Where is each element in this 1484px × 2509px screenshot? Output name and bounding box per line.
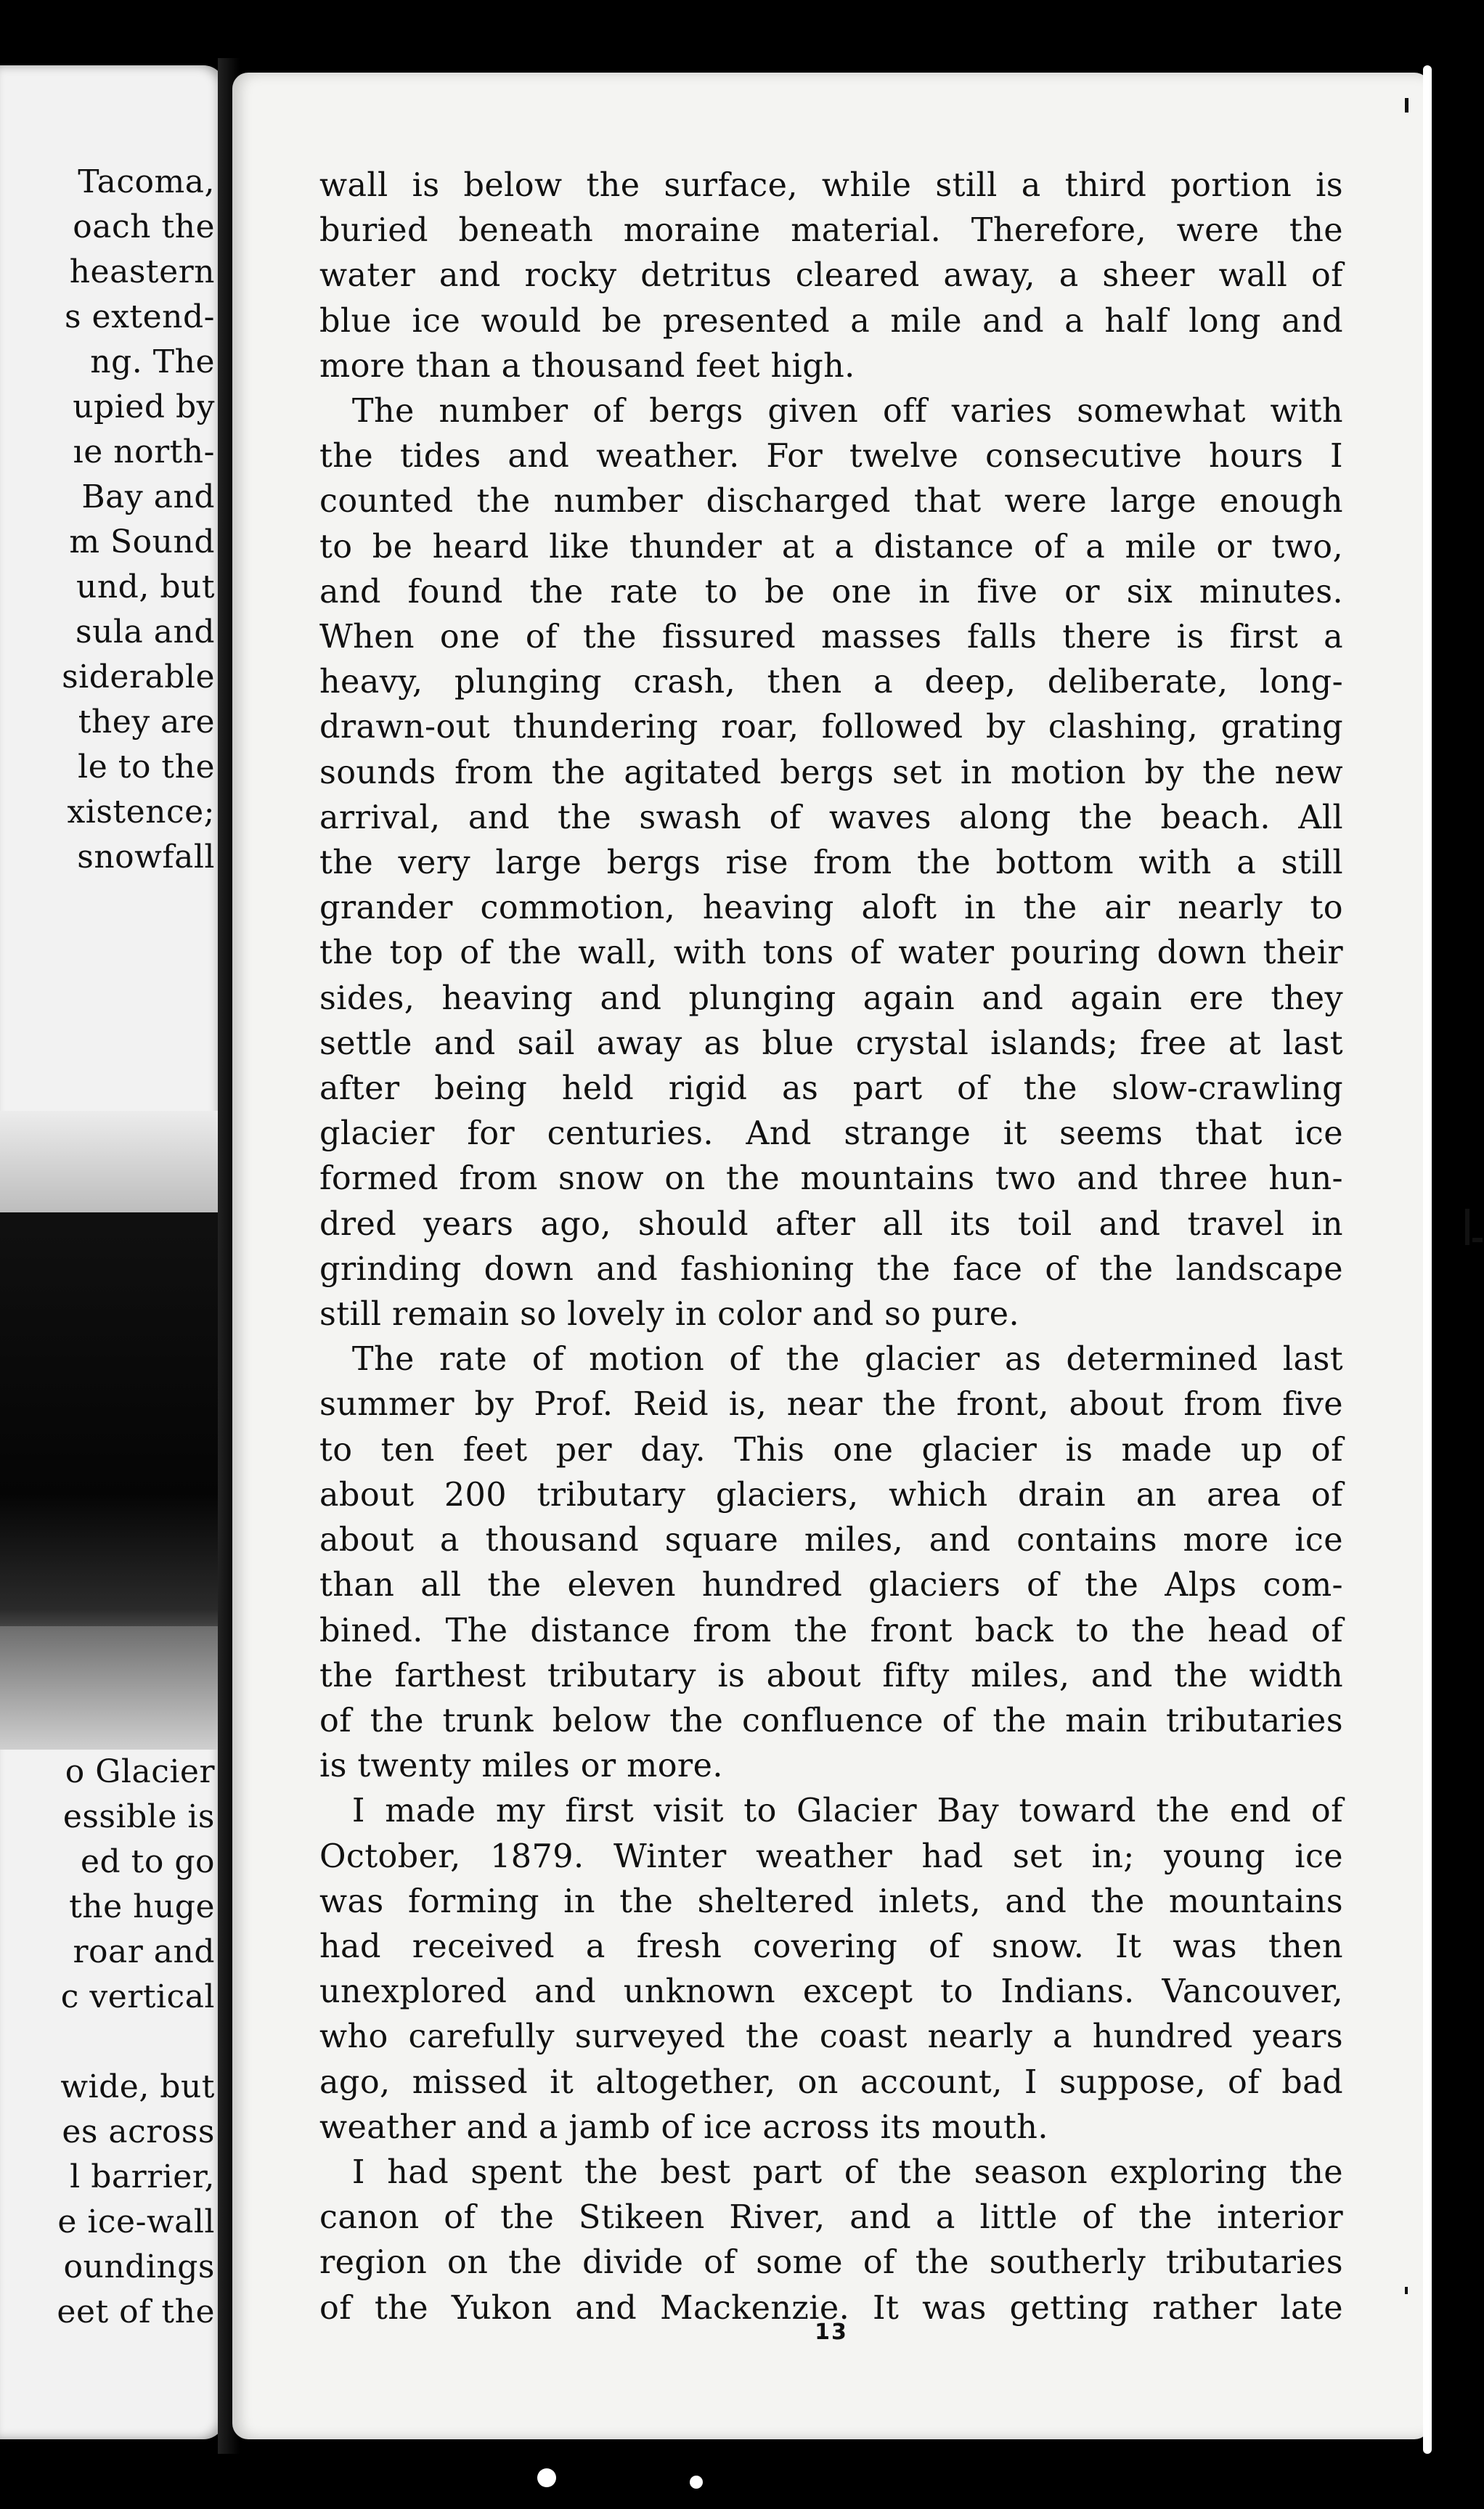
text-line: who carefully surveyed the coast nearly a hundred years — [319, 2018, 1343, 2056]
text-line: oundings — [63, 2248, 215, 2285]
text-line: ıe north- — [73, 433, 215, 470]
text-line: I had spent the best part of the season exploring the — [319, 2153, 1343, 2191]
text-line: the top of the wall, with tons of water pouring down their — [319, 934, 1343, 972]
text-line: after being held rigid as part of the slow-crawling — [319, 1070, 1343, 1108]
body-text — [319, 163, 1343, 2331]
photo-sky — [0, 1111, 218, 1212]
text-line: sula and — [76, 613, 215, 650]
text-line: When one of the fissured masses falls there is first a — [319, 619, 1343, 656]
text-line: grander commotion, heaving aloft in the air nearly to — [319, 889, 1343, 927]
text-line: dred years ago, should after all its toil and travel in — [319, 1205, 1343, 1243]
text-line: und, but — [76, 568, 215, 605]
text-line: sounds from the agitated bergs set in motion by the new — [319, 754, 1343, 791]
text-line: and found the rate to be one in five or six minutes. — [319, 573, 1343, 611]
glacier-photograph — [0, 1111, 218, 1750]
text-line: Tacoma, — [78, 163, 215, 200]
text-line: wall is below the surface, while still a third portion is — [319, 167, 1343, 204]
text-line: ng. The — [90, 343, 215, 380]
text-line: glacier for centuries. And strange it seems that ice — [319, 1115, 1343, 1153]
text-line: snowfall — [77, 839, 215, 876]
text-line: still remain so lovely in color and so pure. — [319, 1296, 1020, 1334]
text-line: to be heard like thunder at a distance of a mile or two, — [319, 528, 1343, 566]
right-page — [232, 73, 1430, 2439]
text-line: ed to go — [80, 1843, 215, 1880]
text-line: m Sound — [69, 523, 215, 560]
text-line: the huge — [69, 1888, 215, 1925]
left-page — [0, 65, 225, 2439]
text-line: weather and a jamb of ice across its mouth. — [319, 2108, 1048, 2146]
text-line: upied by — [73, 388, 215, 425]
photo-water — [0, 1626, 218, 1750]
text-line: of the Yukon and Mackenzie. It was getting rather late — [319, 2289, 1343, 2327]
text-line: had received a fresh covering of snow. It was then — [319, 1927, 1343, 1965]
text-line: l barrier, — [70, 2158, 215, 2195]
text-line: ago, missed it altogether, on account, I suppose, of bad — [319, 2063, 1343, 2101]
margin-mark — [1405, 98, 1408, 113]
text-line: blue ice would be presented a mile and a half long and — [319, 302, 1343, 340]
margin-mark — [1465, 1209, 1469, 1245]
text-line: heavy, plunging crash, then a deep, deliberate, long- — [319, 664, 1343, 701]
text-line: s extend- — [64, 298, 215, 335]
text-line: formed from snow on the mountains two and three hun- — [319, 1160, 1343, 1198]
margin-mark — [1405, 2287, 1408, 2294]
text-line: es across — [62, 2113, 215, 2150]
text-line: water and rocky detritus cleared away, a sheer wall of — [319, 257, 1343, 295]
text-line: about a thousand square miles, and contains more ice — [319, 1522, 1343, 1559]
text-line: sides, heaving and plunging again and again ere they — [319, 979, 1343, 1017]
text-line: roar and — [73, 1933, 215, 1970]
text-line: about 200 tributary glaciers, which drain an area of — [319, 1476, 1343, 1514]
text-line: bined. The distance from the front back to the head of — [319, 1612, 1343, 1649]
text-line: eet of the — [57, 2293, 215, 2330]
text-line: le to the — [78, 748, 215, 786]
text-line: c vertical — [60, 1978, 215, 2015]
margin-mark — [1472, 1238, 1483, 1242]
text-line: of the trunk below the confluence of the main tributaries — [319, 1702, 1343, 1739]
text-line: essible is — [62, 1798, 215, 1835]
text-line: to ten feet per day. This one glacier is made up of — [319, 1431, 1343, 1469]
text-line: settle and sail away as blue crystal islands; free at last — [319, 1024, 1343, 1062]
text-line: oach the — [73, 208, 215, 245]
text-line: wide, but — [60, 2068, 215, 2105]
text-line: region on the divide of some of the southerly tributaries — [319, 2244, 1343, 2282]
page-edge — [1423, 65, 1432, 2454]
text-line: unexplored and unknown except to Indians. Vancouver, — [319, 1973, 1343, 2011]
text-line: siderable — [62, 658, 215, 695]
text-line: summer by Prof. Reid is, near the front, about from five — [319, 1386, 1343, 1424]
text-line: is twenty miles or more. — [319, 1747, 723, 1785]
text-line: the very large bergs rise from the bottom with a still — [319, 844, 1343, 882]
text-line: was forming in the sheltered inlets, and the mountains — [319, 1882, 1343, 1920]
text-line: the farthest tributary is about fifty miles, and the width — [319, 1657, 1343, 1694]
text-line: they are — [78, 703, 215, 741]
text-line: the tides and weather. For twelve consecutive hours I — [319, 438, 1343, 476]
page-number: 13 — [815, 2320, 848, 2345]
text-line: I made my first visit to Glacier Bay toward the end of — [319, 1792, 1343, 1830]
text-line: e ice-wall — [57, 2203, 215, 2240]
left-page-text-bottom — [57, 1750, 215, 2335]
text-line: Bay and — [81, 478, 215, 515]
text-line: arrival, and the swash of waves along the beach. All — [319, 799, 1343, 836]
text-line: o Glacier — [65, 1753, 215, 1790]
text-line: more than a thousand feet high. — [319, 347, 855, 385]
left-page-text-top — [62, 160, 215, 880]
text-line: canon of the Stikeen River, and a little of the interior — [319, 2199, 1343, 2237]
text-line: drawn-out thundering roar, followed by clashing, grating — [319, 709, 1343, 746]
text-line: The number of bergs given off varies somewhat with — [319, 393, 1343, 431]
text-line: xistence; — [67, 794, 215, 831]
text-line: The rate of motion of the glacier as determined last — [319, 1341, 1343, 1379]
text-line: counted the number discharged that were large enough — [319, 483, 1343, 521]
text-line: grinding down and fashioning the face of the landscape — [319, 1250, 1343, 1288]
scan-artifact — [537, 2468, 556, 2487]
text-line: buried beneath moraine material. Therefore, were the — [319, 212, 1343, 250]
scan-artifact — [690, 2476, 703, 2489]
text-line: heastern — [69, 253, 215, 290]
text-line: than all the eleven hundred glaciers of the Alps com- — [319, 1567, 1343, 1604]
text-line — [57, 2020, 215, 2065]
text-line: October, 1879. Winter weather had set in; young ice — [319, 1837, 1343, 1875]
